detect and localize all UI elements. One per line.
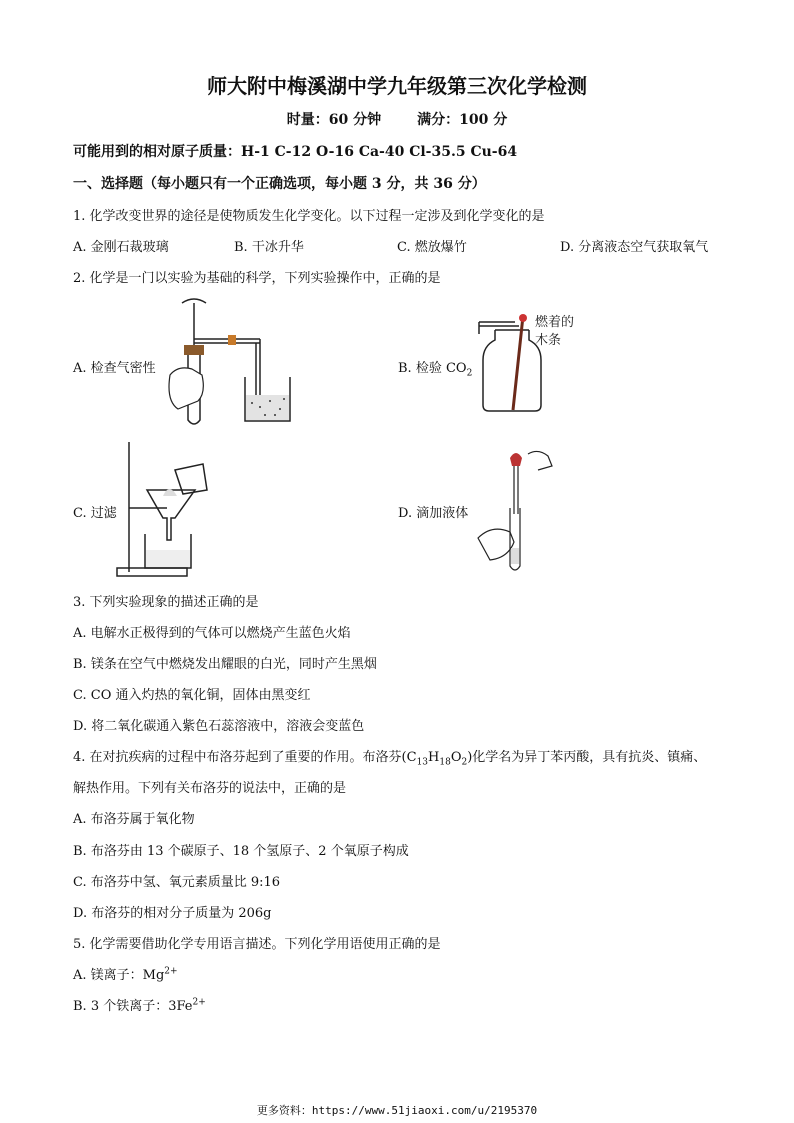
footer-link[interactable]: 更多资料：https://www.51jiaoxi.com/u/2195370 — [256, 1104, 538, 1117]
q3-option-b: B. 镁条在空气中燃烧发出耀眼的白光，同时产生黑烟 — [73, 657, 377, 672]
time-label: 时量：60 分钟 — [286, 112, 382, 128]
section-heading: 一、选择题（每小题只有一个正确选项，每小题 3 分，共 36 分） — [73, 176, 486, 192]
q2-option-b: B. 检验 $CO_2$ — [398, 361, 473, 379]
figure-dropping-liquid — [470, 448, 560, 578]
q2-option-c: C. 过滤 — [73, 506, 117, 521]
q4-stem: 4. 在对抗疾病的过程中布洛芬起到了重要的作用。布洛芬$(C_{13}H_{18}O_2)$化学名为异丁苯丙酸，具有抗炎、镇痛、 — [73, 750, 707, 768]
q2-option-d: D. 滴加液体 — [398, 506, 469, 521]
q3-option-d: D. 将二氧化碳通入紫色石蕊溶液中，溶液会变蓝色 — [73, 719, 365, 734]
score-label: 满分：100 分 — [417, 112, 508, 128]
q4-option-a: A. 布洛芬属于氧化物 — [73, 812, 195, 827]
q4-option-d: D. 布洛芬的相对分子质量为 206g — [73, 906, 272, 921]
q1-option-d: D. 分离液态空气获取氧气 — [560, 240, 709, 255]
q1-option-b: B. 干冰升华 — [234, 240, 304, 255]
q5-stem: 5. 化学需要借助化学专用语言描述。下列化学用语使用正确的是 — [73, 937, 441, 952]
q4-option-c: C. 布洛芬中氢、氧元素质量比 9:16 — [73, 875, 281, 890]
q2-stem: 2. 化学是一门以实验为基础的科学，下列实验操作中，正确的是 — [73, 271, 441, 286]
fig-b-label-2: 木条 — [535, 333, 562, 348]
fig-b-label-1: 燃着的 — [535, 315, 575, 330]
q2-option-a: A. 检查气密性 — [73, 361, 156, 376]
q4-option-b: B. 布洛芬由 13 个碳原子、18 个氢原子、2 个氧原子构成 — [73, 844, 409, 859]
q1-option-a: A. 金刚石裁玻璃 — [73, 240, 169, 255]
q5-option-b: B. 3 个铁离子：$3Fe^{2+}$ — [73, 997, 206, 1014]
q3-option-a: A. 电解水正极得到的气体可以燃烧产生蓝色火焰 — [73, 626, 351, 641]
atomic-masses: 可能用到的相对原子质量：H-1 C-12 O-16 Ca-40 Cl-35.5 Cu-64 — [73, 144, 518, 160]
q5-option-a: A. 镁离子：$Mg^{2+}$ — [73, 966, 178, 983]
figure-airtightness — [160, 295, 310, 430]
figure-co2-test — [475, 310, 585, 415]
exam-info — [0, 109, 794, 129]
q3-stem: 3. 下列实验现象的描述正确的是 — [73, 595, 259, 610]
figure-filtration — [115, 440, 225, 580]
q3-option-c: C. CO 通入灼热的氧化铜，固体由黑变红 — [73, 688, 311, 703]
q1-stem: 1. 化学改变世界的途径是使物质发生化学变化。以下过程一定涉及到化学变化的是 — [73, 209, 545, 224]
page-title: 师大附中梅溪湖中学九年级第三次化学检测 — [207, 74, 587, 98]
q1-option-c: C. 燃放爆竹 — [397, 240, 467, 255]
q4-stem-line2: 解热作用。下列有关布洛芬的说法中，正确的是 — [73, 781, 347, 796]
